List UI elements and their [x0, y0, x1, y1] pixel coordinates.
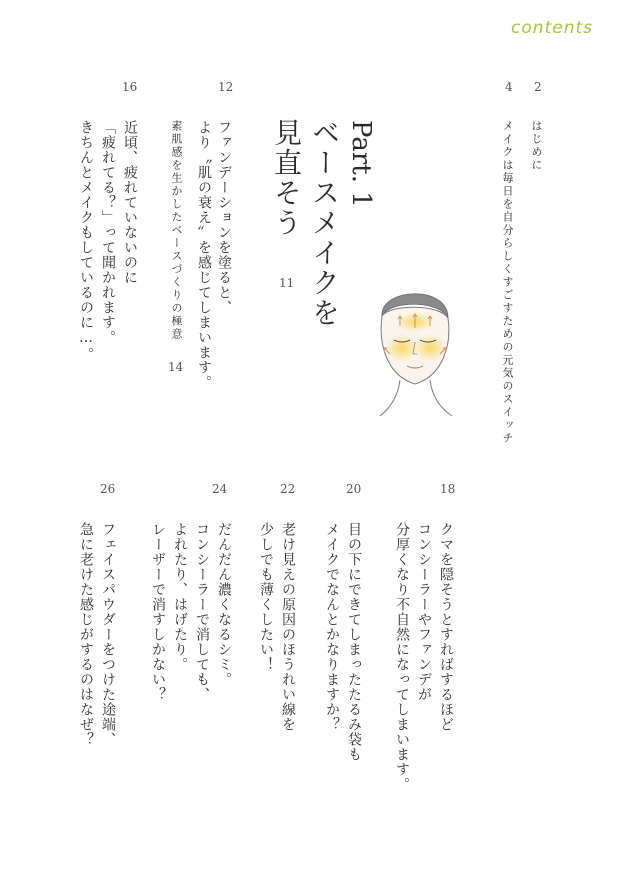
page-number-12: 12	[218, 80, 234, 94]
entry-24-line4: レーザーで消すしかない？	[150, 522, 166, 702]
contents-label: contents	[511, 18, 593, 38]
page-number-part1: 11	[279, 276, 295, 290]
intro-title: はじめに	[530, 120, 543, 172]
page-number-20: 20	[346, 482, 362, 496]
part-label: Part. 1	[346, 120, 376, 208]
page-number-intro: 2	[534, 80, 542, 94]
entry-20-line2: メイクでなんとかなりますか？	[324, 522, 340, 732]
page-number-18: 18	[440, 482, 456, 496]
page-number-14: 14	[168, 360, 184, 374]
entry-12-line1: ファンデーションを塗ると、	[216, 120, 232, 315]
part-title-line1: ベースメイクを	[308, 118, 341, 328]
entry-16-line1: 近頃、疲れていないのに	[122, 120, 138, 285]
entry-22-line2: 少しでも薄くしたい！	[258, 522, 274, 672]
entry-24-line3: よれたり、はげたり。	[172, 522, 188, 672]
entry-18-line2: コンシーラーやファンデが	[416, 522, 432, 702]
face-illustration	[360, 276, 470, 426]
entry-18-line3: 分厚くなり不自然になってしまいます。	[394, 522, 410, 792]
entry-26-line2: 急に老けた感じがするのはなぜ？	[78, 522, 94, 747]
entry-24-line2: コンシーラーで消しても、	[194, 522, 210, 702]
page-number-intro-sub: 4	[505, 80, 513, 94]
entry-16-line2: 「疲れてる？」って聞かれます。	[100, 120, 116, 345]
entry-20-line1: 目の下にできてしまったたるみ袋も	[346, 522, 362, 762]
page-number-26: 26	[100, 482, 116, 496]
intro-subtitle: メイクは毎日を自分らしくすごすための元気のスイッチ	[501, 120, 514, 445]
entry-26-line1: フェイスパウダーをつけた途端、	[100, 522, 116, 747]
entry-14-line1: 素肌感を生かしたベースづくりの極意	[170, 120, 183, 341]
part-title-line2: 見直そう	[270, 118, 303, 238]
entry-12-line2: より〝肌の衰え〟を感じてしまいます。	[196, 120, 212, 390]
page-number-22: 22	[280, 482, 296, 496]
entry-16-line3: きちんとメイクもしているのに…。	[78, 120, 94, 362]
page-number-24: 24	[212, 482, 228, 496]
entry-24-line1: だんだん濃くなるシミ。	[216, 522, 232, 687]
page-number-16: 16	[122, 80, 138, 94]
entry-18-line1: クマを隠そうとすればするほど	[438, 522, 454, 732]
entry-22-line1: 老け見えの原因のほうれい線を	[280, 522, 296, 732]
